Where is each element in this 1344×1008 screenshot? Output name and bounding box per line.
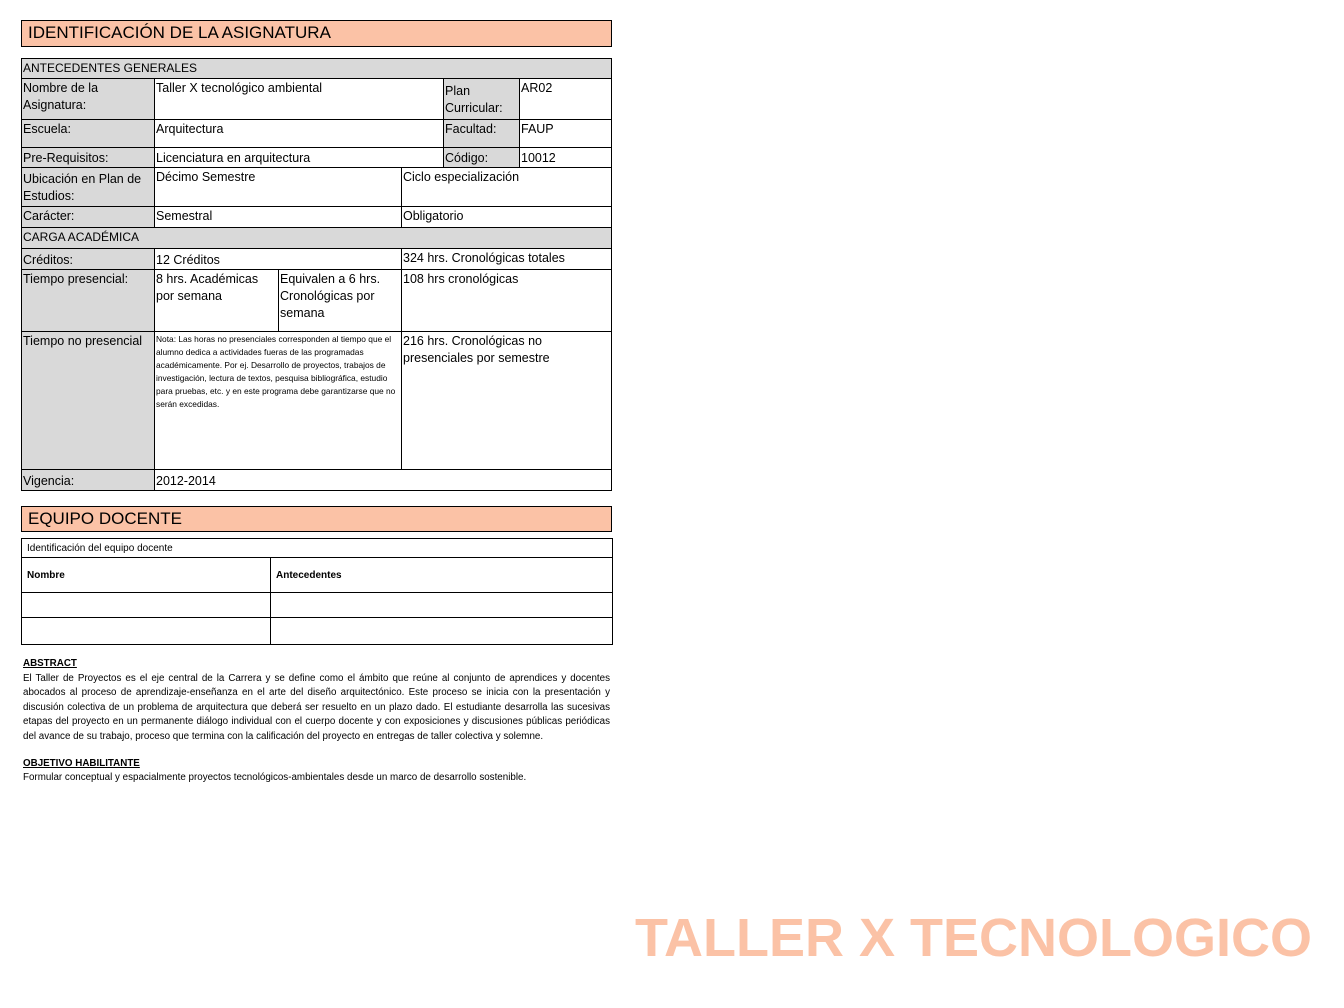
escuela-label: Escuela: [22, 120, 155, 148]
abstract-heading: ABSTRACT [23, 658, 77, 669]
vigencia-value: 2012-2014 [155, 470, 612, 491]
equipo-title: Identificación del equipo docente [22, 539, 613, 558]
ubicacion-label: Ubicación en Plan de Estudios: [22, 168, 155, 207]
ubicacion-value: Décimo Semestre [155, 168, 402, 207]
nopresencial-label: Tiempo no presencial [22, 332, 155, 470]
objetivo-text: Formular conceptual y espacialmente proyectos tecnológicos-ambientales desde un marco de desarrollo sostenible. [23, 772, 527, 784]
ciclo-value: Ciclo especialización [402, 168, 612, 207]
caracter-value: Semestral [155, 207, 402, 228]
identificacion-banner: IDENTIFICACIÓN DE LA ASIGNATURA [21, 20, 612, 47]
nombre-label: Nombre de la Asignatura: [22, 79, 155, 120]
plan-label: Plan Curricular: [444, 79, 520, 120]
col-nombre: Nombre [22, 558, 271, 593]
nombre-value: Taller X tecnológico ambiental [155, 79, 444, 120]
section-antecedentes: ANTECEDENTES GENERALES [22, 59, 612, 79]
codigo-label: Código: [444, 148, 520, 168]
section-carga: CARGA ACADÉMICA [22, 228, 612, 249]
nopresencial-total: 216 hrs. Cronológicas no presenciales por semestre [402, 332, 612, 470]
equipo-table [21, 538, 613, 645]
col-antecedentes: Antecedentes [271, 558, 613, 593]
abstract-section [23, 657, 610, 786]
presencial-total: 108 hrs cronológicas [402, 270, 612, 332]
facultad-value: FAUP [520, 120, 612, 148]
equipo-cell [271, 618, 613, 645]
watermark-title: TALLER X TECNOLOGICO [635, 908, 1312, 968]
plan-value: AR02 [520, 79, 612, 120]
nopresencial-note: Nota: Las horas no presenciales corresponden al tiempo que el alumno dedica a actividades fueras de las programadas académicamente. Por ej. Desarrollo de proyectos, trabajos de investigación, lectura de textos, pesquisa bibliográfica, estudio para pruebas, etc. y en este programa debe garantizarse que no serán excedidas. [155, 332, 402, 470]
prereq-label: Pre-Requisitos: [22, 148, 155, 168]
equipo-banner: EQUIPO DOCENTE [21, 506, 612, 532]
objetivo-heading: OBJETIVO HABILITANTE [23, 757, 140, 769]
creditos-total: 324 hrs. Cronológicas totales [402, 249, 612, 270]
abstract-text: El Taller de Proyectos es el eje central de la Carrera y se define como el ámbito que reúne al conjunto de aprendices y docentes abocados al proceso de aprendizaje-enseñanza en el arte del diseño arquitectónico. Este proceso se inicia con la presentación y discusión colectiva de un problema de arquitectura que deberá ser resuelto en un plazo dado. El estudiante desarrolla las sucesivas etapas del proyecto en un permanente diálogo individual con el cuerpo docente y con exposiciones y discusiones públicas periódicas del avance de su trabajo, proceso que termina con la calificación del proyecto en entregas de taller colectiva y solemne. [23, 672, 610, 742]
caracter-label: Carácter: [22, 207, 155, 228]
creditos-value: 12 Créditos [155, 249, 402, 270]
escuela-value: Arquitectura [155, 120, 444, 148]
codigo-value: 10012 [520, 148, 612, 168]
facultad-label: Facultad: [444, 120, 520, 148]
presencial-equiv: Equivalen a 6 hrs. Cronológicas por semana [279, 270, 402, 332]
creditos-label: Créditos: [22, 249, 155, 270]
presencial-label: Tiempo presencial: [22, 270, 155, 332]
equipo-cell [22, 593, 271, 618]
equipo-cell [22, 618, 271, 645]
equipo-cell [271, 593, 613, 618]
prereq-value: Licenciatura en arquitectura [155, 148, 444, 168]
presencial-value: 8 hrs. Académicas por semana [155, 270, 279, 332]
caracter-tipo: Obligatorio [402, 207, 612, 228]
vigencia-label: Vigencia: [22, 470, 155, 491]
asignatura-table [21, 58, 612, 491]
